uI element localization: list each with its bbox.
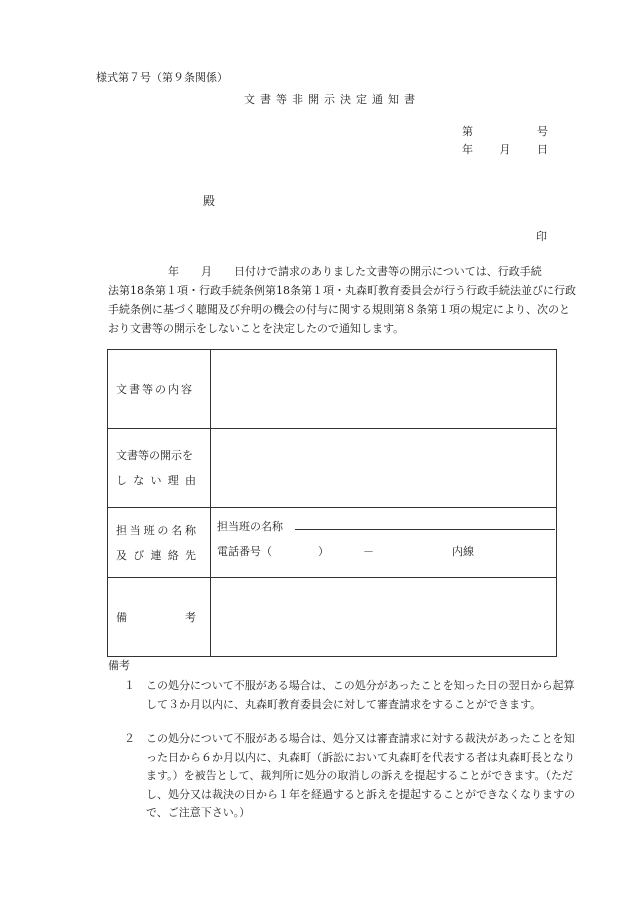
contact-value-cell [211,508,557,578]
reason-label-line1: 文書等の開示を [116,449,193,462]
reference-prefix: 第 [462,125,473,138]
content-label-cell [108,350,211,429]
addressee-suffix: 殿 [203,194,216,208]
remark-text: この処分について不服がある場合は、処分又は審査請求に対する裁決があったことを知った日から６か月以内に、丸森町（訴訟において丸森町を代表する者は丸森町長となります。）を被告として、裁判所に処分の取消しの訴えを提起することができます。（ただし、処分又は裁決の日から１年を経過すると訴えを提起することができなくなりますので、ご注意下さい。） [146,732,575,819]
issue-date [462,143,548,156]
date-day: 日 [537,143,548,156]
remarks-row [108,578,557,657]
reason-value-cell [211,429,557,508]
remark-number: １ [124,679,135,692]
content-label: 文書等の内容 [116,382,194,396]
remarks-value-cell [211,578,557,657]
contact-label-cell [108,508,211,578]
content-row [108,350,557,429]
section-name-underline [295,517,555,530]
remarks-heading: 備考 [108,659,130,672]
remarks-label-cell [108,578,211,657]
contact-label-line1: 担当班の名称 [116,523,196,537]
reason-label-cell [108,429,211,508]
phone-dash: － [363,544,374,558]
reference-suffix: 号 [537,125,548,138]
phone-label: 電話番号（ [217,544,272,558]
remarks-label: 備考 [116,610,196,624]
notice-body [108,262,576,338]
section-name-line [217,517,556,543]
phone-close: ） [318,544,329,558]
content-value-cell [211,350,557,429]
form-number: 様式第７号（第９条関係） [96,71,228,84]
section-name-label: 担当班の名称 [217,519,283,533]
contact-row [108,508,557,578]
reference-number [462,125,548,138]
contact-label-line2: 及び連絡先 [116,548,196,562]
notice-table [107,349,557,657]
remark-number: ２ [124,732,135,745]
seal-mark: 印 [536,230,547,243]
remark-text: この処分について不服がある場合は、この処分があったことを知った日の翌日から起算して３か月以内に、丸森町教育委員会に対して審査請求をすることができます。 [146,679,575,711]
remark-item [124,677,580,735]
reason-label-line2: しない理由 [116,474,196,487]
body-first-line: 年 月 日付けで請求のありました文書等の開示については、行政手続 [168,265,542,278]
date-year: 年 [462,143,473,156]
date-month: 月 [499,143,511,156]
body-rest: 法第18条第１項・行政手続条例第18条第１項・丸森町教育委員会が行う行政手続法並びに行政手続条例に基づく聴聞及び弁明の機会の付与に関する規則第８条第１項の規定により、次のとおり文書等の開示をしないことを決定したので通知します。 [108,284,576,335]
phone-line [217,543,556,569]
document-title: 文書等非開示決定通知書 [244,93,420,106]
reason-row [108,429,557,508]
extension-label: 内線 [452,544,474,558]
remark-item [124,730,580,825]
